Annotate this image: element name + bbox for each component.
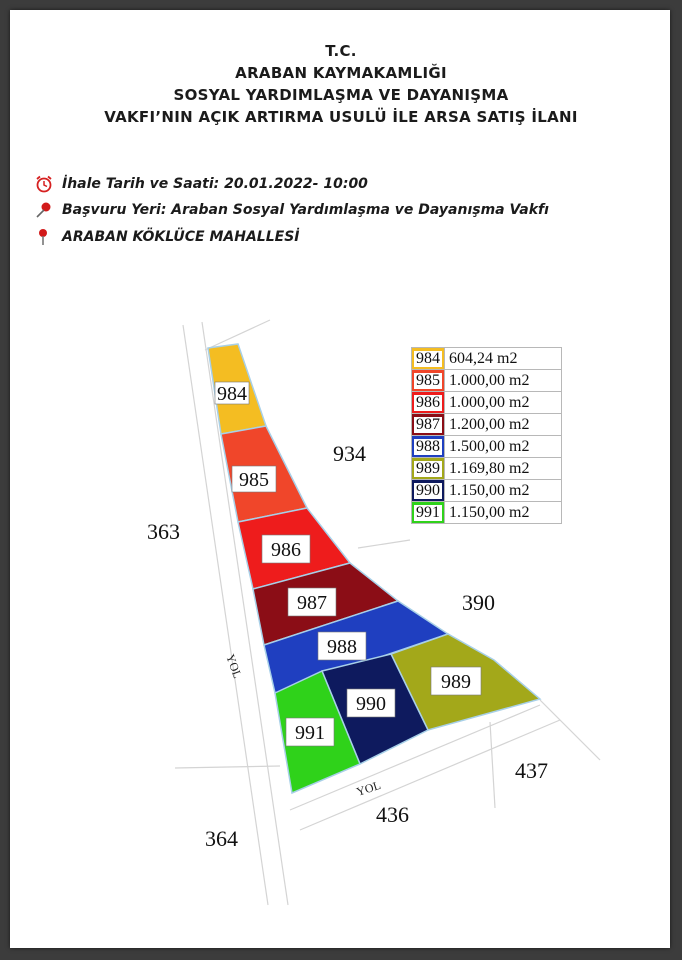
legend-row xyxy=(412,392,562,414)
legend-parcel-area: 1.200,00 m2 xyxy=(445,414,562,436)
label-988: 988 xyxy=(327,636,357,658)
legend-parcel-number: 984 xyxy=(416,349,440,367)
legend-row xyxy=(412,348,562,370)
legend-swatch xyxy=(412,436,445,458)
road-label-west: YOL xyxy=(223,652,245,681)
label-991: 991 xyxy=(295,722,325,744)
road-label-south: YOL xyxy=(354,777,383,799)
legend-row xyxy=(412,458,562,480)
legend-parcel-number: 988 xyxy=(416,437,440,455)
header-line-3: SOSYAL YARDIMLAŞMA VE DAYANIŞMA xyxy=(173,86,509,104)
neighbor-934: 934 xyxy=(333,441,366,466)
legend-parcel-number: 987 xyxy=(416,415,440,433)
legend-row xyxy=(412,370,562,392)
label-986: 986 xyxy=(271,539,301,561)
application-place-text: Başvuru Yeri: Araban Sosyal Yardımlaşma ve Dayanışma Vakfı xyxy=(62,202,549,218)
legend-parcel-area: 1.500,00 m2 xyxy=(445,436,562,458)
legend-parcel-number: 990 xyxy=(416,481,440,499)
legend-swatch xyxy=(412,414,445,436)
legend-parcel-number: 989 xyxy=(416,459,440,477)
legend-swatch xyxy=(412,458,445,480)
legend-row xyxy=(412,436,562,458)
legend-swatch xyxy=(412,480,445,502)
legend-parcel-number: 991 xyxy=(416,503,440,521)
neighbor-437: 437 xyxy=(515,758,548,783)
legend-parcel-area: 1.000,00 m2 xyxy=(445,370,562,392)
neighbor-364: 364 xyxy=(205,826,238,851)
legend-parcel-number: 985 xyxy=(416,371,440,389)
legend-row xyxy=(412,414,562,436)
legend-parcel-area: 1.000,00 m2 xyxy=(445,392,562,414)
label-990: 990 xyxy=(356,693,386,715)
legend-parcel-area: 1.150,00 m2 xyxy=(445,480,562,502)
label-987: 987 xyxy=(297,592,327,614)
legend-parcel-number: 986 xyxy=(416,393,440,411)
label-985: 985 xyxy=(239,469,269,491)
neighbor-363: 363 xyxy=(147,519,180,544)
auction-date-text: İhale Tarih ve Saati: 20.01.2022- 10:00 xyxy=(62,176,368,192)
legend-swatch xyxy=(412,370,445,392)
label-989: 989 xyxy=(441,671,471,693)
legend-swatch xyxy=(412,502,445,524)
legend-parcel-area: 1.150,00 m2 xyxy=(445,502,562,524)
legend-swatch xyxy=(412,392,445,414)
header-line-4: VAKFI’NIN AÇIK ARTIRMA USULÜ İLE ARSA SATIŞ İLANI xyxy=(104,108,578,126)
legend-parcel-area: 604,24 m2 xyxy=(445,348,562,370)
neighbor-436: 436 xyxy=(376,802,409,827)
legend-row xyxy=(412,480,562,502)
location-text: ARABAN KÖKLÜCE MAHALLESİ xyxy=(62,229,300,245)
neighbor-390: 390 xyxy=(462,590,495,615)
header-line-2: ARABAN KAYMAKAMLIĞI xyxy=(235,64,447,82)
header-line-1: T.C. xyxy=(325,42,357,60)
label-984: 984 xyxy=(217,383,247,405)
parcel-area-legend xyxy=(411,347,562,524)
legend-row xyxy=(412,502,562,524)
legend-swatch xyxy=(412,348,445,370)
legend-parcel-area: 1.169,80 m2 xyxy=(445,458,562,480)
